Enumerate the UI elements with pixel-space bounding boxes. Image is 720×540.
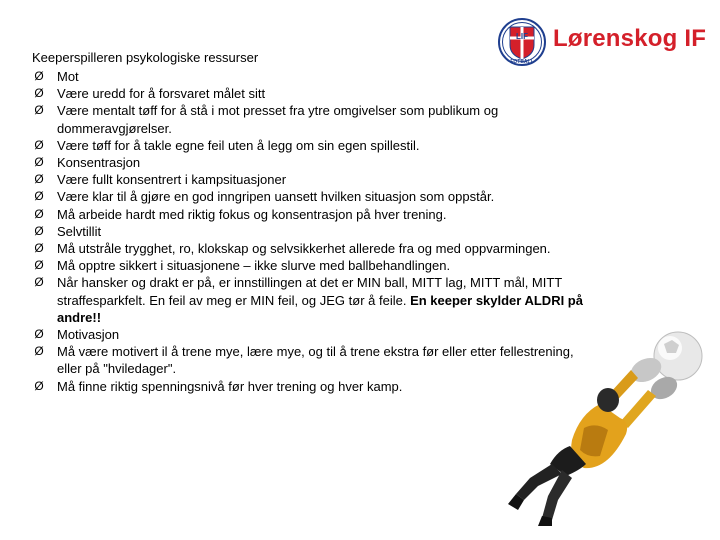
list-item xyxy=(32,343,632,377)
item-text: Når hansker og drakt er på, er innstillingen at det er MIN ball, MITT lag, MITT mål, MITT xyxy=(57,275,563,291)
item-text: Være mentalt tøff for å stå i mot presset fra ytre omgivelser som publikum og xyxy=(57,103,499,119)
item-text: Må finne riktig spenningsnivå før hver trening og hver kamp. xyxy=(57,378,403,394)
arrow-bullet-icon: Ø xyxy=(34,137,44,152)
item-text: Må være motivert il å trene mye, lære mye, og til å trene ekstra før eller etter fellestrening, xyxy=(57,344,574,360)
item-text: Være fullt konsentrert i kampsituasjoner xyxy=(57,172,287,188)
arrow-bullet-icon: Ø xyxy=(34,258,44,273)
list-item xyxy=(32,68,632,85)
arrow-bullet-icon: Ø xyxy=(34,378,44,393)
list-item xyxy=(32,206,632,223)
item-text: Må opptre sikkert i situasjonene – ikke slurve med ballbehandlingen. xyxy=(57,258,451,274)
arrow-bullet-icon: Ø xyxy=(34,172,44,187)
arrow-bullet-icon: Ø xyxy=(34,327,44,342)
list-item xyxy=(32,171,632,188)
slide-heading: Keeperspilleren psykologiske ressurser xyxy=(32,50,259,65)
arrow-bullet-icon: Ø xyxy=(34,155,44,170)
arrow-bullet-icon: Ø xyxy=(34,344,44,359)
item-text-continued xyxy=(57,292,632,309)
list-item xyxy=(32,274,632,326)
arrow-bullet-icon: Ø xyxy=(34,275,44,290)
item-text-part: straffesparkfelt. En feil av meg er MIN feil, og JEG tør å feile. xyxy=(57,292,411,308)
list-item xyxy=(32,154,632,171)
item-text-emphasis-end: andre!! xyxy=(57,309,102,325)
item-text-emphasis: En keeper skylder ALDRI på xyxy=(410,292,583,308)
item-text-continued: eller på "hviledager". xyxy=(57,361,177,377)
arrow-bullet-icon: Ø xyxy=(34,86,44,101)
arrow-bullet-icon: Ø xyxy=(34,241,44,256)
item-text: Må arbeide hardt med riktig fokus og konsentrasjon på hver trening. xyxy=(57,206,447,222)
arrow-bullet-icon: Ø xyxy=(34,206,44,221)
item-text: Være uredd for å forsvaret målet sitt xyxy=(57,86,266,102)
list-item xyxy=(32,188,632,205)
badge-letters: LIF xyxy=(516,32,528,41)
arrow-bullet-icon: Ø xyxy=(34,69,44,83)
item-text: Selvtillit xyxy=(57,223,102,239)
bullet-list xyxy=(32,68,632,395)
list-item xyxy=(32,223,632,240)
arrow-bullet-icon: Ø xyxy=(34,223,44,238)
list-item xyxy=(32,240,632,257)
item-text: Må utstråle trygghet, ro, klokskap og selvsikkerhet allerede fra og med oppvarmingen. xyxy=(57,241,551,257)
list-item xyxy=(32,378,632,395)
list-item xyxy=(32,137,632,154)
arrow-bullet-icon: Ø xyxy=(34,189,44,204)
item-text-continued: dommeravgjørelser. xyxy=(57,120,172,136)
list-item xyxy=(32,326,632,343)
item-text: Være tøff for å takle egne feil uten å legg om sin egen spillestil. xyxy=(57,137,420,153)
item-text-continued xyxy=(57,309,632,326)
item-text: Mot xyxy=(57,69,79,84)
list-item xyxy=(32,257,632,274)
badge-word: FOTBALL xyxy=(510,59,534,65)
item-text: Konsentrasjon xyxy=(57,155,141,171)
arrow-bullet-icon: Ø xyxy=(34,103,44,118)
item-text: Være klar til å gjøre en god inngripen uansett hvilken situasjon som oppstår. xyxy=(57,189,495,205)
list-item xyxy=(32,85,632,102)
content-block xyxy=(32,48,632,395)
list-item xyxy=(32,102,632,136)
item-text: Motivasjon xyxy=(57,327,120,343)
club-name: Lørenskog IF xyxy=(553,25,707,52)
football-icon xyxy=(654,332,702,380)
